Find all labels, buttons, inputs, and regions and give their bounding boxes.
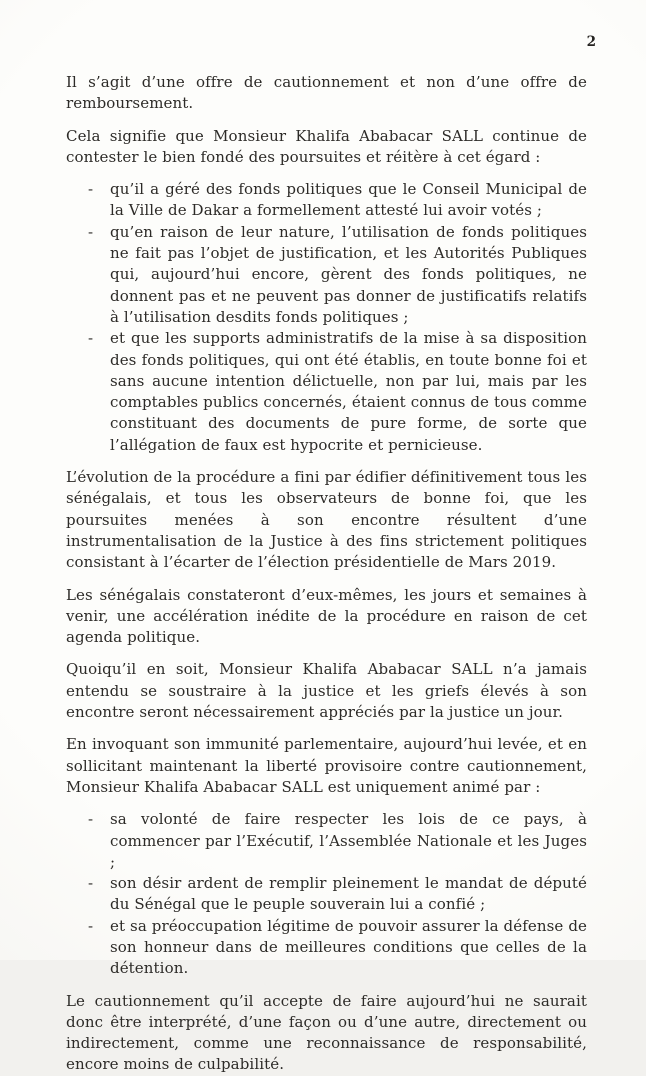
bullet-list	[66, 179, 587, 456]
bullet-item: - qu’en raison de leur nature, l’utilisation de fonds politiques ne fait pas l’objet de justification, et les Autorités Publiques qui, aujourd’hui encore, gèrent des fonds politiques, ne donnent pas et ne peuvent pas donner de justificatifs relatifs à l’utilisation desdits fonds politiques ;	[88, 222, 587, 328]
paragraph: Il s’agit d’une offre de cautionnement et non d’une offre de remboursement.	[66, 73, 587, 113]
paragraph: Quoiqu’il en soit, Monsieur Khalifa Ababacar SALL n’a jamais entendu se soustraire à la justice et les griefs élevés à son encontre seront nécessairement appréciés par la justice un jour.	[66, 660, 587, 722]
page-number: 2	[586, 34, 596, 50]
bullet-item: - qu’il a géré des fonds politiques que le Conseil Municipal de la Ville de Dakar a formellement attesté lui avoir votés ;	[88, 179, 587, 222]
bullet-item: - sa volonté de faire respecter les lois de ce pays, à commencer par l’Exécutif, l’Assemblée Nationale et les Juges ;	[88, 809, 587, 873]
document-body	[66, 72, 587, 1076]
paragraph: Les sénégalais constateront d’eux-mêmes, les jours et semaines à venir, une accélération inédite de la procédure en raison de cet agenda politique.	[66, 585, 587, 647]
paragraph: Le cautionnement qu’il accepte de faire aujourd’hui ne saurait donc être interprété, d’une façon ou d’une autre, directement ou indirectement, comme une reconnaissance de responsabilité, encore moins de culpabilité.	[66, 991, 587, 1074]
bullet-item: - et que les supports administratifs de la mise à sa disposition des fonds politiques, qui ont été établis, en toute bonne foi et sans aucune intention délictuelle, non par lui, mais par les comptables publics concernés, étaient connus de tous comme constituant des documents de pure forme, de sorte que l’allégation de faux est hypocrite et pernicieuse.	[88, 328, 587, 456]
paragraph: L’évolution de la procédure a fini par édifier définitivement tous les sénégalais, et tous les observateurs de bonne foi, que les poursuites menées à son encontre résultent d’une instrumentalisation de la Justice à des fins strictement politiques consistant à l’écarter de l’élection présidentielle de Mars 2019.	[66, 468, 587, 572]
bullet-item: - et sa préoccupation légitime de pouvoir assurer la défense de son honneur dans de meilleures conditions que celles de la détention.	[88, 916, 587, 980]
paragraph: En invoquant son immunité parlementaire, aujourd’hui levée, et en sollicitant maintenant la liberté provisoire contre cautionnement, Monsieur Khalifa Ababacar SALL est uniquement animé par :	[66, 735, 587, 796]
paragraph: Cela signifie que Monsieur Khalifa Ababacar SALL continue de contester le bien fondé des poursuites et réitère à cet égard :	[66, 126, 587, 166]
bullet-list	[66, 809, 587, 979]
bullet-item: - son désir ardent de remplir pleinement le mandat de député du Sénégal que le peuple souverain lui a confié ;	[88, 873, 587, 916]
